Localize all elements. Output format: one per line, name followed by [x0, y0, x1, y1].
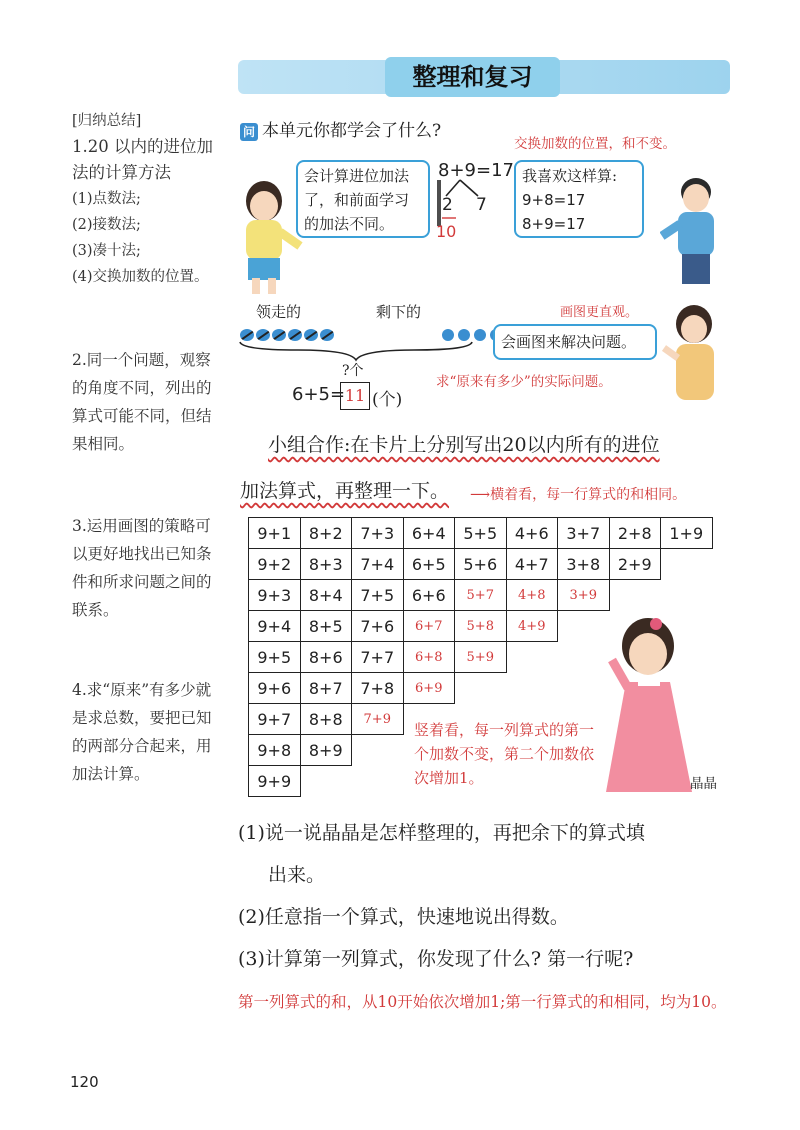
boy-annotation: 交换加数的位置，和不变。	[514, 136, 676, 152]
table-cell: 6+9	[403, 673, 455, 704]
boy-bubble-line: 8+9=17	[522, 215, 586, 233]
label-taken: 领走的	[256, 303, 302, 321]
page-number: 120	[70, 1073, 99, 1091]
horizontal-note-text: 横着看，每一行算式的和相同。	[490, 487, 687, 503]
table-cell: 3+7	[558, 518, 610, 549]
table-cell: 3+8	[558, 549, 610, 580]
table-cell: 4+6	[506, 518, 558, 549]
table-empty-cell	[609, 580, 661, 611]
table-cell: 5+8	[455, 611, 507, 642]
table-cell: 9+6	[249, 673, 301, 704]
table-cell: 7+8	[352, 673, 404, 704]
table-cell: 8+9	[300, 735, 352, 766]
boy-figure-icon	[660, 172, 730, 292]
boy-bubble-line: 9+8=17	[522, 191, 586, 209]
table-cell: 5+7	[455, 580, 507, 611]
jingjing-label: 晶晶	[690, 776, 717, 792]
brace-icon	[238, 340, 474, 362]
group-work-text: 加法算式，再整理一下。	[240, 480, 450, 502]
table-cell: 6+8	[403, 642, 455, 673]
split-b: 7	[476, 195, 487, 215]
jingjing-figure-icon	[596, 612, 708, 798]
girl-speech-bubble: 会计算进位加法了，和前面学习的加法不同。	[296, 160, 430, 238]
page-title: 整理和复习	[385, 57, 560, 97]
answer-box: 11	[340, 382, 370, 410]
sidebar-section-4: 4.求“原来”有多少就是求总数，要把已知的两部分合起来，用加法计算。	[72, 681, 212, 783]
table-cell: 5+9	[455, 642, 507, 673]
boy-bubble-line: 我喜欢这样算:	[522, 167, 618, 185]
sidebar-item: (2)接数法;	[72, 217, 141, 233]
table-cell: 9+7	[249, 704, 301, 735]
table-cell: 5+6	[455, 549, 507, 580]
table-cell: 9+4	[249, 611, 301, 642]
question-icon: 问	[240, 123, 258, 141]
table-cell: 7+6	[352, 611, 404, 642]
boy-speech-bubble	[514, 160, 644, 238]
task-2: (2)任意指一个算式，快速地说出得数。	[238, 906, 569, 928]
table-empty-cell	[455, 673, 507, 704]
table-cell: 7+9	[352, 704, 404, 735]
task-1-cont: 出来。	[268, 864, 326, 886]
table-cell: 7+4	[352, 549, 404, 580]
table-empty-cell	[352, 766, 404, 797]
table-cell: 6+4	[403, 518, 455, 549]
table-row	[249, 580, 713, 611]
task-1: (1)说一说晶晶是怎样整理的，再把余下的算式填	[238, 822, 645, 844]
table-empty-cell	[661, 549, 713, 580]
sidebar-heading: [归纳总结]	[72, 113, 142, 129]
drawing-bubble: 会画图来解决问题。	[493, 324, 657, 360]
table-cell: 9+9	[249, 766, 301, 797]
question-text: 本单元你都学会了什么?	[262, 121, 442, 141]
table-cell: 8+2	[300, 518, 352, 549]
split-a: 2	[442, 195, 453, 215]
group-work-line-2	[240, 476, 449, 503]
table-cell: 4+9	[506, 611, 558, 642]
drawing-equation: 6+5=	[292, 384, 346, 405]
sidebar-section-2: 2.同一个问题，观察的角度不同，列出的算式可能不同，但结果相同。	[72, 351, 212, 453]
group-work-line-1	[268, 430, 660, 457]
girl-2-figure-icon	[658, 300, 728, 410]
question-line	[240, 116, 441, 141]
label-left: 剩下的	[376, 303, 422, 321]
ten-mark: 10	[436, 222, 457, 241]
vertical-note: 竖着看，每一列算式的第一个加数不变，第二个加数依次增加1。	[414, 721, 595, 787]
table-cell: 9+1	[249, 518, 301, 549]
table-cell: 2+9	[609, 549, 661, 580]
table-cell: 8+8	[300, 704, 352, 735]
table-cell: 3+9	[558, 580, 610, 611]
sidebar-section-1-title: 1.20 以内的进位加法的计算方法	[72, 137, 213, 182]
table-cell: 6+6	[403, 580, 455, 611]
table-cell: 2+8	[609, 518, 661, 549]
group-work-text: 小组合作:在卡片上分别写出20以内所有的进位	[268, 434, 660, 456]
table-cell: 8+5	[300, 611, 352, 642]
table-empty-cell	[352, 735, 404, 766]
table-row	[249, 518, 713, 549]
answer-unit: (个)	[372, 390, 403, 410]
question-mark: ?个	[342, 363, 364, 379]
table-cell: 9+8	[249, 735, 301, 766]
sidebar-item: (3)凑十法;	[72, 243, 141, 259]
table-cell: 7+5	[352, 580, 404, 611]
table-row	[249, 549, 713, 580]
table-cell: 9+3	[249, 580, 301, 611]
table-cell: 7+3	[352, 518, 404, 549]
calc-equation: 8+9=17	[438, 160, 514, 181]
task-3: (3)计算第一列算式，你发现了什么? 第一行呢?	[238, 948, 634, 970]
table-cell: 5+5	[455, 518, 507, 549]
table-cell: 4+8	[506, 580, 558, 611]
table-cell: 6+5	[403, 549, 455, 580]
drawing-note-bottom: 求“原来有多少”的实际问题。	[436, 374, 612, 390]
sidebar-section-3: 3.运用画图的策略可以更好地找出已知条件和所求问题之间的联系。	[72, 517, 212, 619]
left-dot	[474, 329, 486, 341]
table-empty-cell	[300, 766, 352, 797]
table-cell: 8+4	[300, 580, 352, 611]
table-cell: 6+7	[403, 611, 455, 642]
horizontal-note: ⟶横着看，每一行算式的和相同。	[470, 487, 687, 503]
sidebar-item: (1)点数法;	[72, 191, 141, 207]
table-empty-cell	[506, 642, 558, 673]
table-cell: 8+3	[300, 549, 352, 580]
answer-note: 第一列算式的和，从10开始依次增加1;第一行算式的和相同，均为10。	[238, 993, 727, 1011]
girl-figure-icon	[234, 176, 304, 296]
table-cell: 1+9	[661, 518, 713, 549]
sidebar-item: (4)交换加数的位置。	[72, 269, 209, 285]
table-cell: 9+2	[249, 549, 301, 580]
table-empty-cell	[506, 673, 558, 704]
table-cell: 8+7	[300, 673, 352, 704]
table-cell: 9+5	[249, 642, 301, 673]
drawing-note-top: 画图更直观。	[560, 305, 639, 320]
table-cell: 4+7	[506, 549, 558, 580]
table-empty-cell	[661, 580, 713, 611]
table-cell: 8+6	[300, 642, 352, 673]
table-cell: 7+7	[352, 642, 404, 673]
